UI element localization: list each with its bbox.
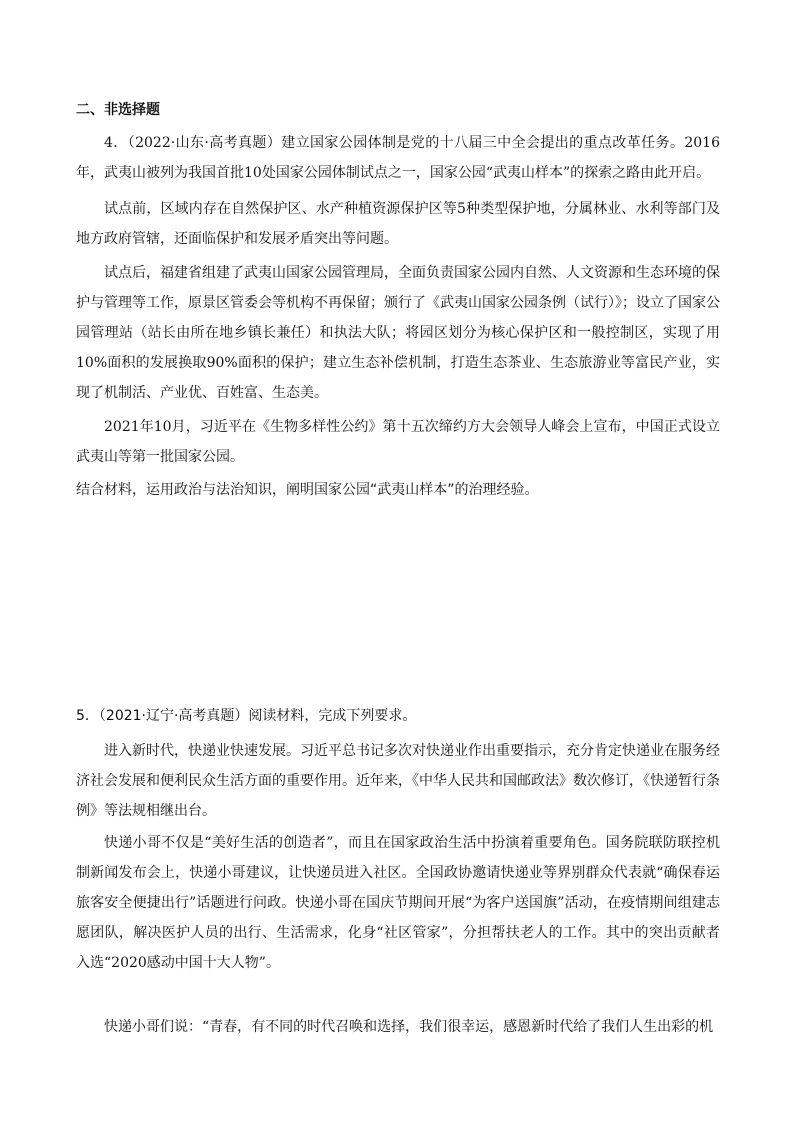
section-title: 二、非选择题 <box>76 102 160 118</box>
q4-stem: 4．（2022·山东·高考真题）建立国家公园体制是党的十八届三中全会提出的重点改革任务。2016年，武夷山被列为我国首批10处国家公园体制试点之一，国家公园“武夷山样本”的探索之路由此开启。 <box>76 135 720 181</box>
q5-stem: 5．（2021·辽宁·高考真题）阅读材料，完成下列要求。 <box>76 708 417 724</box>
q4-question: 结合材料，运用政治与法治知识，阐明国家公园“武夷山样本”的治理经验。 <box>76 482 539 498</box>
q4-paragraph-1: 试点前，区域内存在自然保护区、水产种植资源保护区等5种类型保护地，分属林业、水利等部门及地方政府管辖，还面临保护和发展矛盾突出等问题。 <box>76 201 720 247</box>
q5-paragraph-1: 进入新时代，快递业快速发展。习近平总书记多次对快递业作出重要指示，充分肯定快递业在服务经济社会发展和便利民众生活方面的重要作用。近年来，《中华人民共和国邮政法》数次修订，《快递暂行条例》等法规相继出台。 <box>76 743 720 819</box>
q4-paragraph-3: 2021年10月，习近平在《生物多样性公约》第十五次缔约方大会领导人峰会上宣布，中国正式设立武夷山等第一批国家公园。 <box>76 419 720 465</box>
q5-paragraph-4: 快递小哥们说：“青春，有不同的时代召唤和选择，我们很幸运，感恩新时代给了我们人生出彩的机 <box>104 1019 714 1035</box>
q5-paragraph-2: 快递小哥不仅是“美好生活的创造者”，而且在国家政治生活中扮演着重要角色。国务院联防联控机制新闻发布会上，快递小哥建议，让快递员进入社区。全国政协邀请快递业等界别群众代表就“确保春运旅客安全便捷出行”话题进行问政。快递小哥在国庆节期间开展“为客户送国旗”活动，在疫情期间组建志愿团队，解决医护人员的出行、生活需求，化身“社区管家”，分担帮扶老人的工作。其中的突出贡献者入选“2020感动中国十大人物”。 <box>76 835 720 971</box>
q4-paragraph-2: 试点后，福建省组建了武夷山国家公园管理局，全面负责国家公园内自然、人文资源和生态环境的保护与管理等工作，原景区管委会等机构不再保留；颁行了《武夷山国家公园条例（试行）》；设立了国家公园管理站（站长由所在地乡镇长兼任）和执法大队；将园区划分为核心保护区和一般控制区，实现了用10%面积的发展换取90%面积的保护；建立生态补偿机制，打造生态茶业、生态旅游业等富民产业，实现了机制活、产业优、百姓富、生态美。 <box>76 265 720 401</box>
